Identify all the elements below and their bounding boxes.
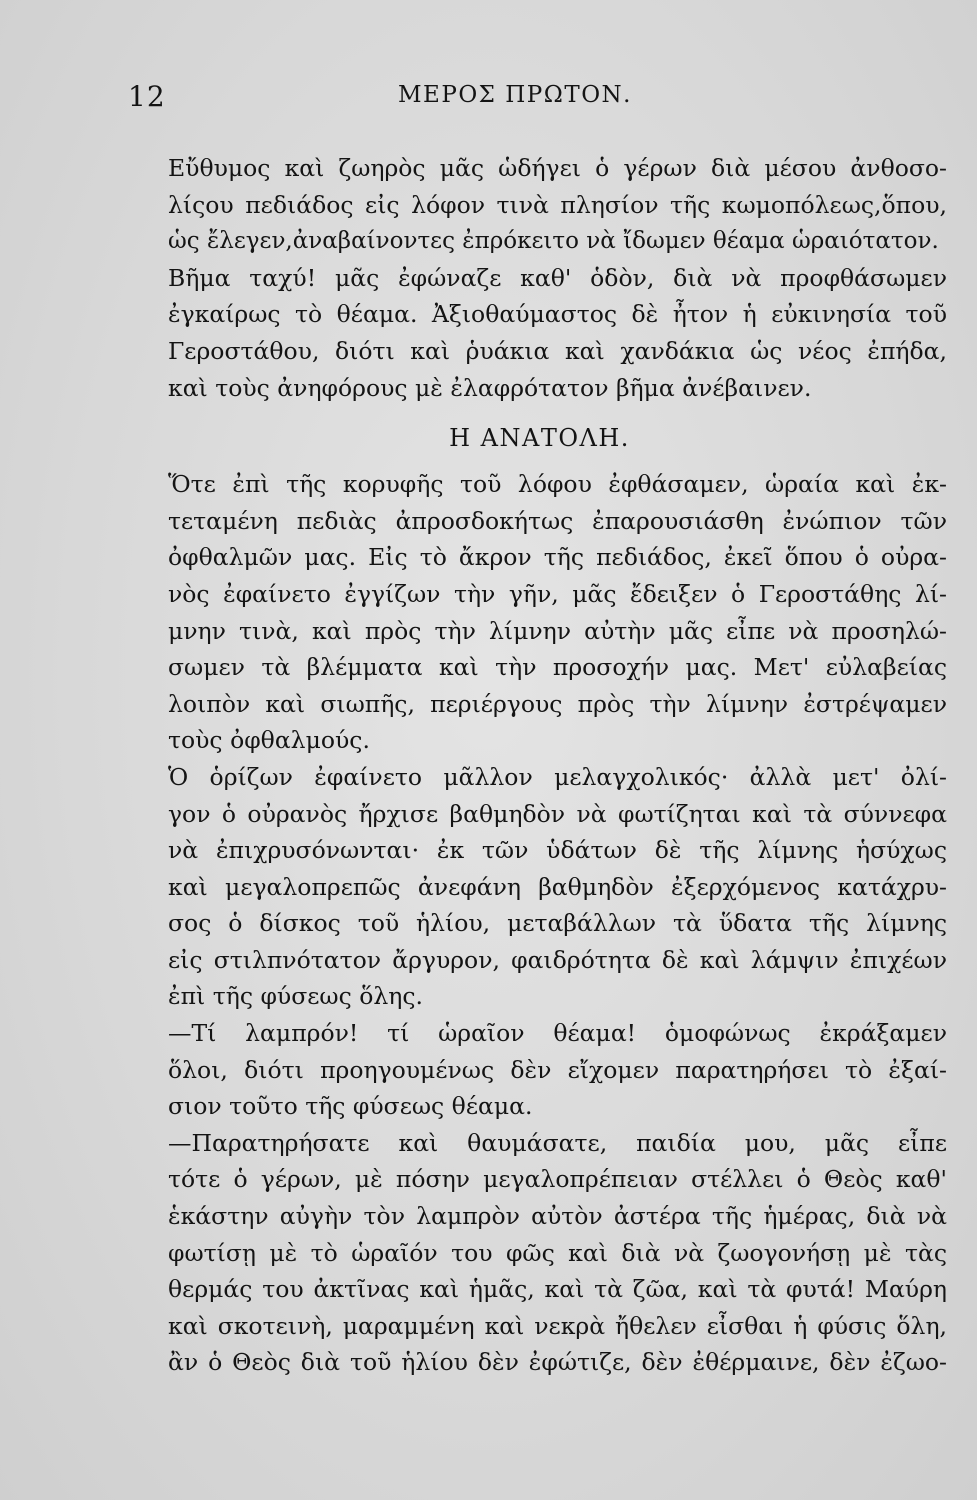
text-line: σωμεν τὰ βλέμματα καὶ τὴν προσοχήν μας. Μετ' εὐλαβείας bbox=[168, 653, 947, 682]
section-heading: Η ΑΝΑΤΟΛΗ. bbox=[449, 424, 630, 453]
paragraph bbox=[132, 260, 947, 406]
text-line: νὰ ἐπιχρυσόνωνται· ἐκ τῶν ὑδάτων δὲ τῆς λίμνης ἡσύχως bbox=[168, 836, 947, 865]
text-line: λοιπὸν καὶ σιωπῆς, περιέργους πρὸς τὴν λίμνην ἐστρέψαμεν bbox=[168, 689, 947, 718]
text-line: τότε ὁ γέρων, μὲ πόσην μεγαλοπρέπειαν στέλλει ὁ Θεὸς καθ' bbox=[168, 1165, 947, 1194]
text-line: εἰς στιλπνότατον ἄργυρον, φαιδρότητα δὲ καὶ λάμψιν ἐπιχέων bbox=[168, 945, 947, 974]
text-line: λίςου πεδιάδος εἰς λόφον τινὰ πλησίον τῆς κωμοπόλεως,ὅπου, bbox=[168, 190, 947, 219]
text-line: τεταμένη πεδιὰς ἀπροσδοκήτως ἐπαρουσιάσθη ἐνώπιον τῶν bbox=[168, 506, 947, 535]
text-line: —Παρατηρήσατε καὶ θαυμάσατε, παιδία μου, μᾶς εἶπε bbox=[168, 1128, 947, 1157]
text-line: ἐγκαίρως τὸ θέαμα. Ἀξιοθαύμαστος δὲ ἦτον ἡ εὐκινησία τοῦ bbox=[168, 300, 947, 329]
text-line: ὡς ἔλεγεν,ἀναβαίνοντες ἐπρόκειτο νὰ ἴδωμεν θέαμα ὡραιότατον. bbox=[168, 228, 939, 255]
text-line: ὀφθαλμῶν μας. Εἰς τὸ ἄκρον τῆς πεδιάδος, ἐκεῖ ὅπου ὁ οὐρα- bbox=[168, 543, 947, 572]
text-line: ἑκάστην αὐγὴν τὸν λαμπρὸν αὐτὸν ἀστέρα τῆς ἡμέρας, διὰ νὰ bbox=[168, 1202, 947, 1231]
text-line: γον ὁ οὐρανὸς ἤρχισε βαθμηδὸν νὰ φωτίζηται καὶ τὰ σύννεφα bbox=[168, 799, 947, 828]
page-header bbox=[128, 80, 917, 120]
text-line: τοὺς ὀφθαλμούς. bbox=[168, 726, 370, 755]
text-line: θερμάς του ἀκτῖνας καὶ ἡμᾶς, καὶ τὰ ζῶα, καὶ τὰ φυτά! Μαύρη bbox=[168, 1275, 947, 1304]
paragraph bbox=[132, 466, 947, 759]
text-line: καὶ μεγαλοπρεπῶς ἀνεφάνη βαθμηδὸν ἐξερχόμενος κατάχρυ- bbox=[168, 872, 947, 901]
paragraph bbox=[132, 150, 947, 260]
paragraph bbox=[132, 759, 947, 1015]
text-line: σος ὁ δίσκος τοῦ ἡλίου, μεταβάλλων τὰ ὕδατα τῆς λίμνης bbox=[168, 909, 947, 938]
body-text bbox=[132, 150, 947, 1381]
text-line: —Τί λαμπρόν! τί ὡραῖον θέαμα! ὁμοφώνως ἐκράξαμεν bbox=[168, 1019, 947, 1048]
text-line: καὶ σκοτεινὴ, μαραμμένη καὶ νεκρὰ ἤθελεν εἶσθαι ἡ φύσις ὅλη, bbox=[168, 1311, 947, 1340]
text-line: φωτίσῃ μὲ τὸ ὡραῖόν του φῶς καὶ διὰ νὰ ζωογονήσῃ μὲ τὰς bbox=[168, 1238, 947, 1267]
text-line: μνην τινὰ, καὶ πρὸς τὴν λίμνην αὐτὴν μᾶς εἶπε νὰ προσηλώ- bbox=[168, 616, 947, 645]
page-number: 12 bbox=[128, 80, 166, 113]
text-line: Ὁ ὁρίζων ἐφαίνετο μᾶλλον μελαγχολικός· ἀλλὰ μετ' ὀλί- bbox=[168, 762, 947, 791]
running-head: ΜΕΡΟΣ ΠΡΩΤΟΝ. bbox=[398, 82, 632, 108]
text-line: ἂν ὁ Θεὸς διὰ τοῦ ἡλίου δὲν ἐφώτιζε, δὲν ἐθέρμαινε, δὲν ἐζωο- bbox=[168, 1348, 947, 1377]
text-line: σιον τοῦτο τῆς φύσεως θέαμα. bbox=[168, 1092, 533, 1121]
text-line: Γεροστάθου, διότι καὶ ῥυάκια καὶ χανδάκια ὡς νέος ἐπήδα, bbox=[168, 336, 947, 365]
text-line: ὅλοι, διότι προηγουμένως δὲν εἴχομεν παρατηρήσει τὸ ἐξαί- bbox=[168, 1055, 947, 1084]
text-line: καὶ τοὺς ἀνηφόρους μὲ ἐλαφρότατον βῆμα ἀνέβαινεν. bbox=[168, 373, 812, 402]
text-line: ἐπὶ τῆς φύσεως ὅλης. bbox=[168, 982, 423, 1011]
paragraph bbox=[132, 1125, 947, 1381]
text-line: Ὅτε ἐπὶ τῆς κορυφῆς τοῦ λόφου ἐφθάσαμεν, ὡραία καὶ ἐκ- bbox=[168, 470, 947, 499]
text-line: Εὔθυμος καὶ ζωηρὸς μᾶς ὡδήγει ὁ γέρων διὰ μέσου ἀνθοσο- bbox=[168, 154, 947, 182]
text-line: νὸς ἐφαίνετο ἐγγίζων τὴν γῆν, μᾶς ἔδειξεν ὁ Γεροστάθης λί- bbox=[168, 579, 947, 608]
paragraph bbox=[132, 1015, 947, 1125]
text-line: Βῆμα ταχύ! μᾶς ἐφώναζε καθ' ὁδὸν, διὰ νὰ προφθάσωμεν bbox=[168, 263, 947, 292]
